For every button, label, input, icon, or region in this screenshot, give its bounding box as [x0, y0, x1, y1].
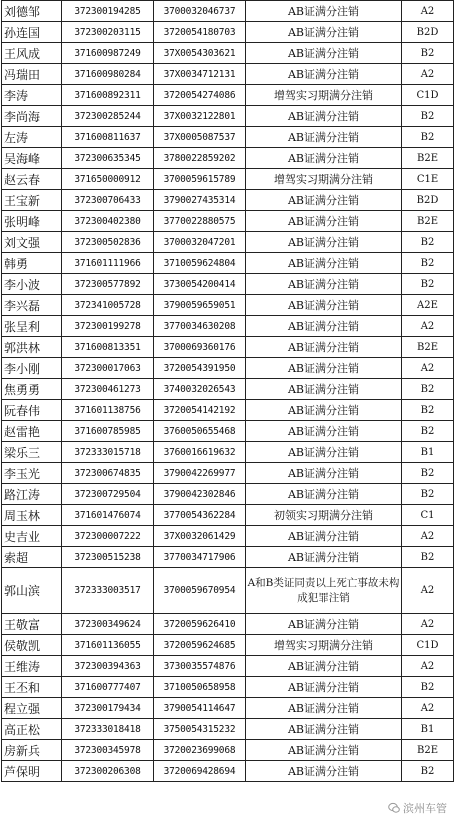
table-row: [2, 211, 454, 232]
license-class-cell: B2E: [402, 740, 454, 761]
license-class-cell: B2E: [402, 148, 454, 169]
reason-cell: AB证满分注销: [246, 232, 402, 253]
id-number-cell: 372300179434: [62, 698, 154, 719]
file-number-cell: 3720054274086: [154, 85, 246, 106]
reason-cell: AB证满分注销: [246, 1, 402, 22]
watermark: [388, 800, 447, 816]
name-cell: 高正松: [2, 719, 62, 740]
table-row: [2, 358, 454, 379]
reason-cell: AB证满分注销: [246, 463, 402, 484]
license-class-cell: B2: [402, 400, 454, 421]
table-row: [2, 337, 454, 358]
id-number-cell: 371601138756: [62, 400, 154, 421]
name-cell: 王风成: [2, 43, 62, 64]
name-cell: 李兴磊: [2, 295, 62, 316]
file-number-cell: 3780022859202: [154, 148, 246, 169]
name-cell: 左涛: [2, 127, 62, 148]
id-number-cell: 372300203115: [62, 22, 154, 43]
id-number-cell: 372300461273: [62, 379, 154, 400]
file-number-cell: 3720054391950: [154, 358, 246, 379]
table-row: [2, 442, 454, 463]
table-row: [2, 568, 454, 614]
name-cell: 冯瑞田: [2, 64, 62, 85]
file-number-cell: 3770054362284: [154, 505, 246, 526]
license-class-cell: B2: [402, 379, 454, 400]
id-number-cell: 372300502836: [62, 232, 154, 253]
table-row: [2, 719, 454, 740]
id-number-cell: 372300729504: [62, 484, 154, 505]
license-class-cell: B2: [402, 463, 454, 484]
file-number-cell: 37X0032061429: [154, 526, 246, 547]
name-cell: 李小波: [2, 274, 62, 295]
name-cell: 郭山滨: [2, 568, 62, 614]
name-cell: 刘文强: [2, 232, 62, 253]
table-row: [2, 635, 454, 656]
file-number-cell: 3710050658958: [154, 677, 246, 698]
table-row: [2, 379, 454, 400]
table-row: [2, 64, 454, 85]
license-class-cell: B2E: [402, 211, 454, 232]
file-number-cell: 3790042269977: [154, 463, 246, 484]
table-row: [2, 421, 454, 442]
name-cell: 孙连国: [2, 22, 62, 43]
license-class-cell: A2: [402, 316, 454, 337]
license-class-cell: B1: [402, 442, 454, 463]
table-row: [2, 43, 454, 64]
reason-cell: AB证满分注销: [246, 274, 402, 295]
id-number-cell: 371601136055: [62, 635, 154, 656]
name-cell: 郭洪林: [2, 337, 62, 358]
reason-cell: AB证满分注销: [246, 526, 402, 547]
license-class-cell: B2: [402, 43, 454, 64]
table-row: [2, 190, 454, 211]
file-number-cell: 3760050655468: [154, 421, 246, 442]
reason-cell: AB证满分注销: [246, 421, 402, 442]
reason-cell: AB证满分注销: [246, 740, 402, 761]
name-cell: 焦勇勇: [2, 379, 62, 400]
id-number-cell: 371600785985: [62, 421, 154, 442]
name-cell: 房新兵: [2, 740, 62, 761]
name-cell: 王宝新: [2, 190, 62, 211]
license-class-cell: A2: [402, 656, 454, 677]
wechat-icon: [388, 802, 400, 814]
reason-cell: 初领实习期满分注销: [246, 505, 402, 526]
reason-cell: AB证满分注销: [246, 484, 402, 505]
name-cell: 史吉业: [2, 526, 62, 547]
name-cell: 李涛: [2, 85, 62, 106]
id-number-cell: 371650000912: [62, 169, 154, 190]
table-row: [2, 698, 454, 719]
table-row: [2, 656, 454, 677]
name-cell: 梁乐三: [2, 442, 62, 463]
table-row: [2, 316, 454, 337]
license-class-cell: B2: [402, 232, 454, 253]
reason-cell: AB证满分注销: [246, 358, 402, 379]
id-number-cell: 372300199278: [62, 316, 154, 337]
id-number-cell: 372300402380: [62, 211, 154, 232]
table-body: [2, 1, 454, 782]
license-class-cell: A2: [402, 1, 454, 22]
license-class-cell: B2D: [402, 22, 454, 43]
file-number-cell: 3770034717906: [154, 547, 246, 568]
reason-cell: 增驾实习期满分注销: [246, 169, 402, 190]
reason-cell: AB证满分注销: [246, 614, 402, 635]
license-class-cell: B2E: [402, 337, 454, 358]
name-cell: 阮春伟: [2, 400, 62, 421]
reason-cell: 增驾实习期满分注销: [246, 85, 402, 106]
name-cell: 吴海峰: [2, 148, 62, 169]
license-class-cell: C1E: [402, 169, 454, 190]
reason-cell: AB证满分注销: [246, 719, 402, 740]
reason-cell: AB证满分注销: [246, 190, 402, 211]
name-cell: 张明峰: [2, 211, 62, 232]
table-row: [2, 232, 454, 253]
reason-cell: AB证满分注销: [246, 547, 402, 568]
name-cell: 李玉光: [2, 463, 62, 484]
table-row: [2, 85, 454, 106]
license-class-cell: A2: [402, 526, 454, 547]
table-row: [2, 484, 454, 505]
id-number-cell: 371600777407: [62, 677, 154, 698]
file-number-cell: 3730035574876: [154, 656, 246, 677]
id-number-cell: 372333003517: [62, 568, 154, 614]
id-number-cell: 372300674835: [62, 463, 154, 484]
file-number-cell: 3700069360176: [154, 337, 246, 358]
reason-cell: AB证满分注销: [246, 106, 402, 127]
table-row: [2, 22, 454, 43]
file-number-cell: 3710059624804: [154, 253, 246, 274]
table-row: [2, 463, 454, 484]
reason-cell: AB证满分注销: [246, 64, 402, 85]
file-number-cell: 3790042302846: [154, 484, 246, 505]
file-number-cell: 3740032026543: [154, 379, 246, 400]
file-number-cell: 3730054200414: [154, 274, 246, 295]
reason-cell: AB证满分注销: [246, 22, 402, 43]
name-cell: 程立强: [2, 698, 62, 719]
reason-cell: AB证满分注销: [246, 211, 402, 232]
file-number-cell: 37X0032122801: [154, 106, 246, 127]
watermark-text: 滨州车管: [403, 802, 447, 815]
file-number-cell: 3790027435314: [154, 190, 246, 211]
reason-cell: AB证满分注销: [246, 316, 402, 337]
license-class-cell: A2: [402, 614, 454, 635]
id-number-cell: 372300394363: [62, 656, 154, 677]
name-cell: 王敬富: [2, 614, 62, 635]
file-number-cell: 37X0054303621: [154, 43, 246, 64]
file-number-cell: 3760016619632: [154, 442, 246, 463]
table-row: [2, 148, 454, 169]
name-cell: 王维涛: [2, 656, 62, 677]
table-row: [2, 505, 454, 526]
table-row: [2, 106, 454, 127]
file-number-cell: 3720059624685: [154, 635, 246, 656]
table-row: [2, 761, 454, 782]
license-class-cell: C1: [402, 505, 454, 526]
name-cell: 李小刚: [2, 358, 62, 379]
file-number-cell: 3770022880575: [154, 211, 246, 232]
id-number-cell: 372300206308: [62, 761, 154, 782]
table-row: [2, 547, 454, 568]
reason-cell: AB证满分注销: [246, 43, 402, 64]
id-number-cell: 371600987249: [62, 43, 154, 64]
file-number-cell: 3720069428694: [154, 761, 246, 782]
reason-cell: AB证满分注销: [246, 400, 402, 421]
file-number-cell: 3790054114647: [154, 698, 246, 719]
reason-cell: AB证满分注销: [246, 127, 402, 148]
license-class-cell: B2: [402, 677, 454, 698]
name-cell: 王丕和: [2, 677, 62, 698]
id-number-cell: 372300285244: [62, 106, 154, 127]
id-number-cell: 372300577892: [62, 274, 154, 295]
reason-cell: A和B类证同责以上死亡事故未构成犯罪注销: [246, 568, 402, 614]
name-cell: 赵雷艳: [2, 421, 62, 442]
license-class-cell: B2: [402, 253, 454, 274]
license-class-cell: A2: [402, 568, 454, 614]
file-number-cell: 3700032047201: [154, 232, 246, 253]
license-class-cell: B2: [402, 106, 454, 127]
table-row: [2, 1, 454, 22]
file-number-cell: 3750054315232: [154, 719, 246, 740]
license-class-cell: A2: [402, 698, 454, 719]
file-number-cell: 3720023699068: [154, 740, 246, 761]
id-number-cell: 372300007222: [62, 526, 154, 547]
id-number-cell: 371600892311: [62, 85, 154, 106]
file-number-cell: 3700059615789: [154, 169, 246, 190]
reason-cell: AB证满分注销: [246, 295, 402, 316]
id-number-cell: 371600980284: [62, 64, 154, 85]
reason-cell: AB证满分注销: [246, 337, 402, 358]
license-class-cell: A2E: [402, 295, 454, 316]
reason-cell: AB证满分注销: [246, 698, 402, 719]
license-class-cell: B2: [402, 761, 454, 782]
name-cell: 周玉林: [2, 505, 62, 526]
id-number-cell: 372341005728: [62, 295, 154, 316]
id-number-cell: 372300349624: [62, 614, 154, 635]
table-row: [2, 253, 454, 274]
reason-cell: 增驾实习期满分注销: [246, 635, 402, 656]
license-class-cell: C1D: [402, 635, 454, 656]
id-number-cell: 372300706433: [62, 190, 154, 211]
id-number-cell: 371600813351: [62, 337, 154, 358]
name-cell: 李尚海: [2, 106, 62, 127]
id-number-cell: 372333015718: [62, 442, 154, 463]
table-row: [2, 614, 454, 635]
reason-cell: AB证满分注销: [246, 677, 402, 698]
license-class-cell: B2: [402, 127, 454, 148]
file-number-cell: 3700059670954: [154, 568, 246, 614]
license-class-cell: B2: [402, 484, 454, 505]
reason-cell: AB证满分注销: [246, 656, 402, 677]
name-cell: 侯敬凯: [2, 635, 62, 656]
reason-cell: AB证满分注销: [246, 253, 402, 274]
file-number-cell: 37X0005087537: [154, 127, 246, 148]
id-number-cell: 372300194285: [62, 1, 154, 22]
id-number-cell: 372300635345: [62, 148, 154, 169]
id-number-cell: 372300515238: [62, 547, 154, 568]
file-number-cell: 37X0034712131: [154, 64, 246, 85]
file-number-cell: 3700032046737: [154, 1, 246, 22]
revocation-table: [1, 0, 454, 782]
name-cell: 索超: [2, 547, 62, 568]
name-cell: 路江涛: [2, 484, 62, 505]
file-number-cell: 3720059626410: [154, 614, 246, 635]
table-row: [2, 400, 454, 421]
license-class-cell: B1: [402, 719, 454, 740]
name-cell: 刘德邹: [2, 1, 62, 22]
id-number-cell: 372300017063: [62, 358, 154, 379]
license-class-cell: A2: [402, 358, 454, 379]
reason-cell: AB证满分注销: [246, 442, 402, 463]
reason-cell: AB证满分注销: [246, 379, 402, 400]
license-class-cell: A2: [402, 64, 454, 85]
license-class-cell: B2: [402, 547, 454, 568]
file-number-cell: 3720054180703: [154, 22, 246, 43]
license-class-cell: B2D: [402, 190, 454, 211]
license-class-cell: C1D: [402, 85, 454, 106]
license-class-cell: B2: [402, 274, 454, 295]
license-class-cell: B2: [402, 421, 454, 442]
id-number-cell: 371601111966: [62, 253, 154, 274]
name-cell: 芦保明: [2, 761, 62, 782]
name-cell: 韩勇: [2, 253, 62, 274]
id-number-cell: 371600811637: [62, 127, 154, 148]
name-cell: 赵云春: [2, 169, 62, 190]
id-number-cell: 372333018418: [62, 719, 154, 740]
table-row: [2, 295, 454, 316]
id-number-cell: 371601476074: [62, 505, 154, 526]
table-row: [2, 169, 454, 190]
reason-cell: AB证满分注销: [246, 761, 402, 782]
file-number-cell: 3720054142192: [154, 400, 246, 421]
name-cell: 张呈利: [2, 316, 62, 337]
table-row: [2, 740, 454, 761]
id-number-cell: 372300345978: [62, 740, 154, 761]
reason-cell: AB证满分注销: [246, 148, 402, 169]
table-row: [2, 526, 454, 547]
file-number-cell: 3770034630208: [154, 316, 246, 337]
table-row: [2, 677, 454, 698]
table-row: [2, 274, 454, 295]
file-number-cell: 3790059659051: [154, 295, 246, 316]
table-row: [2, 127, 454, 148]
